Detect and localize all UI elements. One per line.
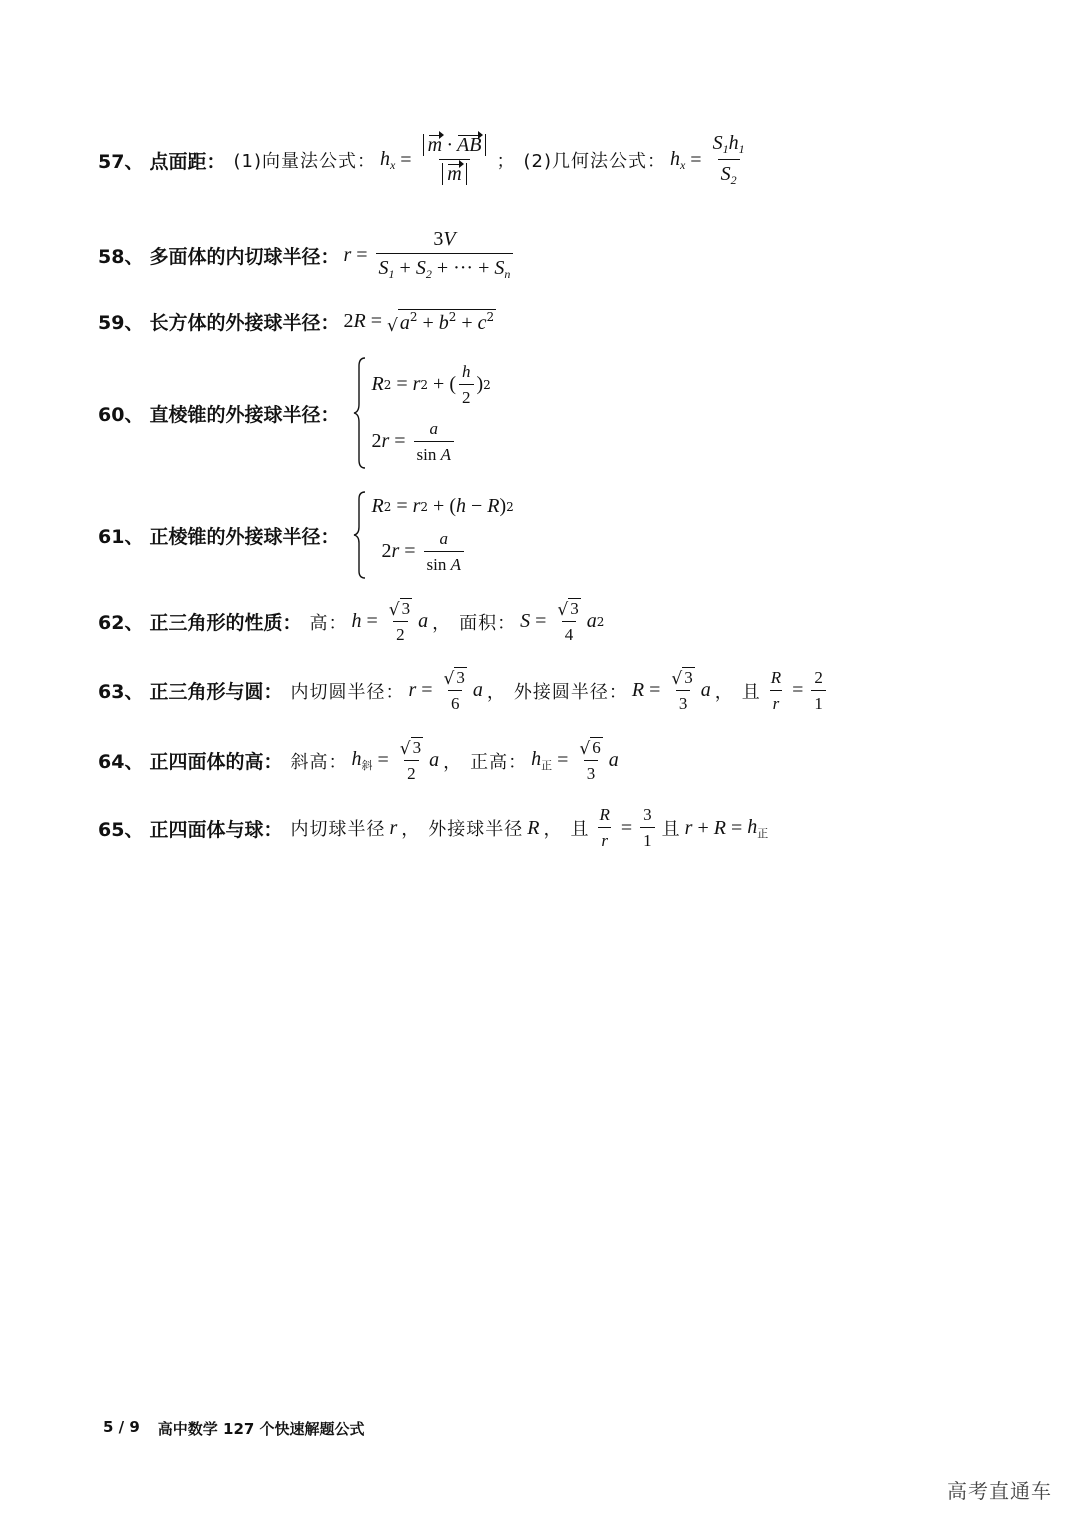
inscribed-sphere-label: 内切球半径 (290, 819, 386, 840)
item-title: 正四面体与球： (149, 818, 283, 841)
formula-65: 65、 正四面体与球： 内切球半径 r ， 外接球半径 R ， 且 $\frac{R}{r}$ = $\frac{3}{1}$ 且 r + R = $h_正$ (98, 805, 769, 850)
circumscribed-sphere-label: 外接球半径 (428, 819, 524, 840)
left-brace-icon (353, 356, 367, 470)
item-title: 正棱锥的外接球半径： (149, 525, 340, 548)
item-number: 59、 (98, 312, 144, 334)
watermark: 高考直通车 (947, 1479, 1052, 1503)
formula-58: 58、 多面体的内切球半径： r = $\frac{3V}{S_1 + S_2 + \cdot\cdot\cdot + S_n}$ (98, 228, 516, 282)
item-number: 63、 (98, 681, 144, 703)
separator: ， (432, 612, 452, 634)
item-number: 61、 (98, 525, 144, 548)
fraction-inscribed-radius: $\frac{3V}{S_1 + S_2 + \cdot\cdot\cdot + S_n}$ (376, 228, 514, 282)
formula-59: 59、 长方体的外接球半径： 2 R = √ $a^2 + b^2 + c^2$ (98, 309, 495, 336)
page-number: 5 / 9 (103, 1418, 140, 1436)
left-brace-icon (353, 490, 367, 580)
method-label-geometric: (2)几何法公式： (523, 151, 666, 172)
fraction-vector-distance: $\frac{m \cdot AB}{m}$ (420, 134, 490, 186)
sqrt-expression: √ $a^2 + b^2 + c^2$ (386, 309, 495, 336)
item-number: 64、 (98, 751, 144, 773)
formula-64: 64、 正四面体的高： 斜高： $h_斜$ = √ 3 2 a ， 正高： $h_正$ = √ 6 3 a (98, 738, 619, 783)
formula-57: 57、 点面距： (1)向量法公式： $h_x$ = $\frac{m \cdot AB}{m}$ ； (2)几何法公式： $h_x$ = $\frac{S_1h_1}{S_2}$ (98, 132, 751, 188)
method-label-vector: (1)向量法公式： (233, 151, 376, 172)
formula-61 (98, 490, 514, 580)
circumscribed-label: 外接圆半径： (513, 681, 628, 703)
item-title: 正四面体的高： (149, 751, 283, 773)
separator: ， (443, 751, 463, 773)
separator: ， (486, 681, 506, 703)
item-title: 多面体的内切球半径： (149, 245, 340, 268)
item-title: 正三角形与圆： (149, 681, 283, 703)
separator: ； (496, 151, 516, 172)
formula-var: $h_x$ (379, 147, 396, 172)
and-label: 且 (661, 819, 681, 840)
item-title: 长方体的外接球半径： (149, 312, 340, 334)
inscribed-label: 内切圆半径： (290, 681, 405, 703)
formula-60 (98, 356, 491, 470)
fraction-geometric-distance: $\frac{S_1h_1}{S_2}$ (712, 132, 745, 187)
page-footer (103, 1418, 365, 1439)
and-label: 且 (570, 819, 590, 840)
item-number: 62、 (98, 612, 144, 634)
equation-system: R 2 = r 2 + ( $\frac{h}{2}$ ) 2 2 r = $\frac{a}{\text{sin A}}$ (353, 356, 490, 470)
slant-height-label: 斜高： (290, 751, 348, 773)
item-number: 65、 (98, 818, 144, 841)
separator: ， (401, 819, 421, 840)
separator: ， (714, 681, 734, 703)
item-number: 57、 (98, 150, 144, 173)
and-label: 且 (741, 681, 761, 703)
formula-63: 63、 正三角形与圆： 内切圆半径： r = √ 3 6 a ， 外接圆半径： R = √ 3 3 a ， 且 $\frac{R}{r}$ = $\frac{2}{1}$ (98, 667, 829, 714)
separator: ， (543, 819, 563, 840)
height-label: 高： (309, 612, 348, 634)
document-title: 高中数学 127 个快速解题公式 (157, 1420, 365, 1438)
item-title: 正三角形的性质： (149, 612, 302, 634)
area-label: 面积： (459, 612, 517, 634)
item-title: 点面距： (149, 150, 226, 173)
item-title: 直棱锥的外接球半径： (149, 403, 340, 426)
formula-62: 62、 正三角形的性质： 高： h = √ 3 2 a ， 面积： S = √ 3 4 a 2 (98, 599, 605, 644)
item-number: 58、 (98, 245, 144, 268)
true-height-label: 正高： (470, 751, 528, 773)
equation-system: R 2 = r 2 + ( h − R ) 2 2 r = $\frac{a}{\text{sin A}}$ (353, 490, 513, 580)
item-number: 60、 (98, 403, 144, 426)
